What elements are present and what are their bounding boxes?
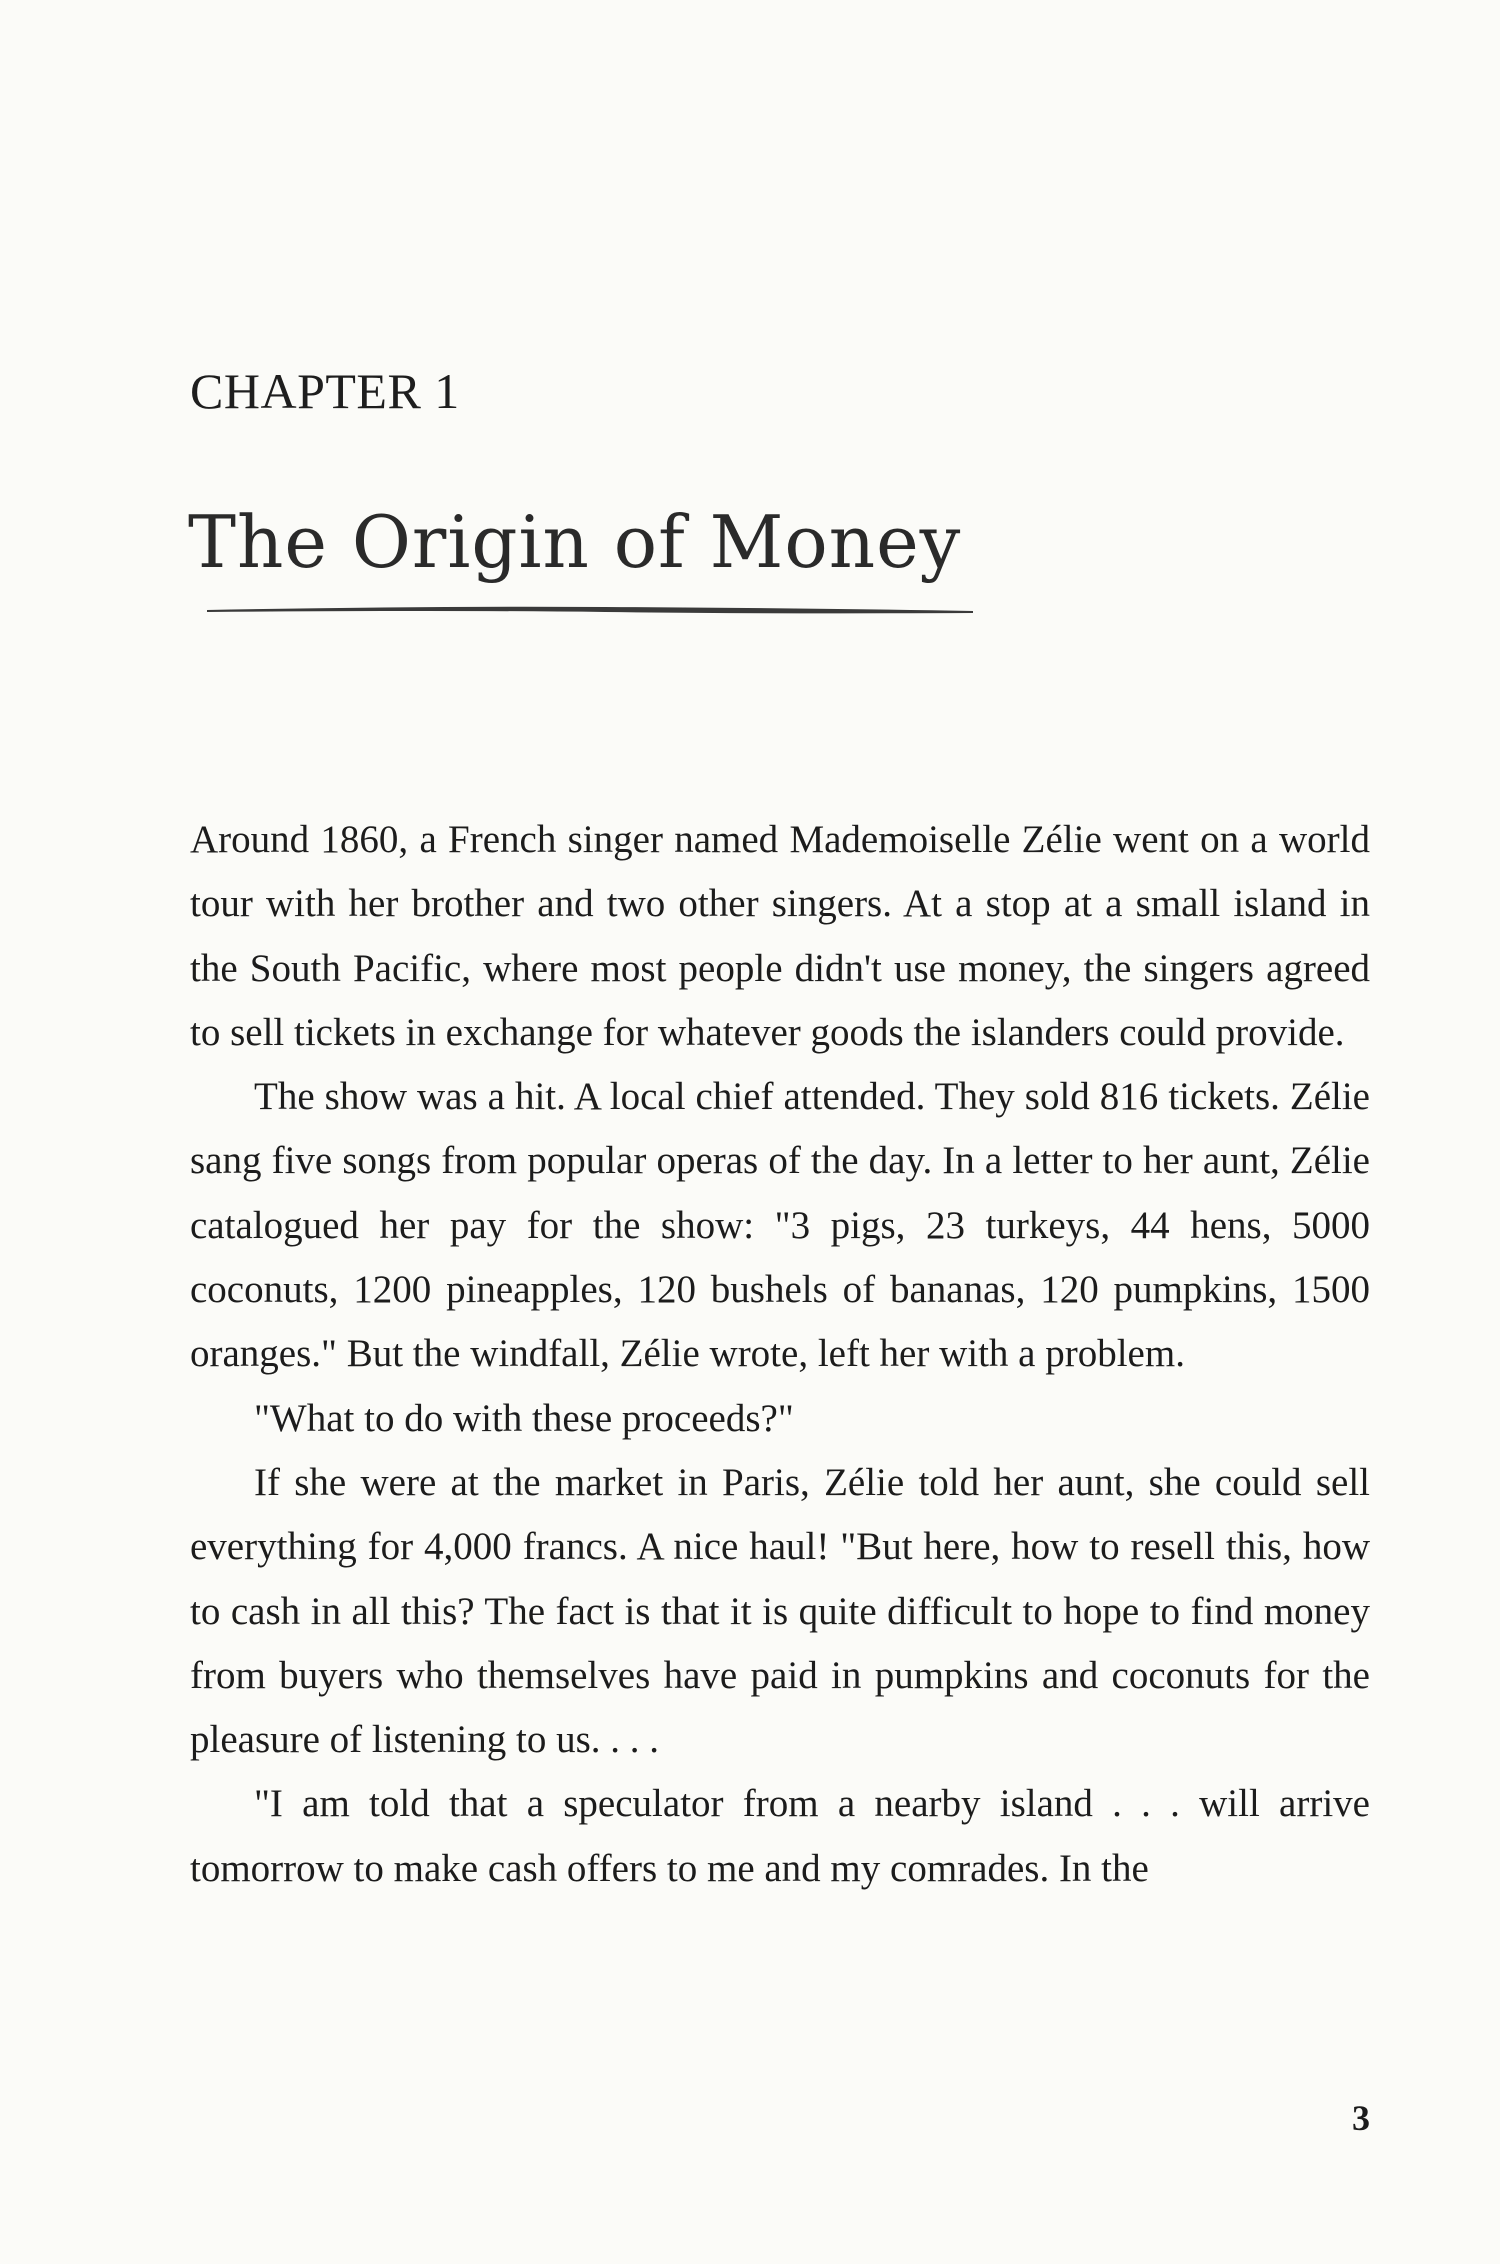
paragraph: "What to do with these proceeds?" [254,1396,794,1440]
paragraph: "I am told that a speculator from a nearby island . . . will arrive tomorrow to make cash offers to me and my comrades. In the [190,1782,1370,1890]
paragraph: The show was a hit. A local chief attended. They sold 816 tickets. Zélie sang five songs from popular operas of the day. In a letter to her aunt, Zélie catalogued her pay for the show: "3 pigs, 23 turkeys, 44 hens, 5000 coconuts, 1200 pineapples, 120 bushels of bananas, 120 pumpkins, 1500 oranges." But the windfall, Zélie wrote, left her with a problem. [190,1075,1370,1376]
page-number: 3 [1352,2098,1370,2138]
chapter-label: CHAPTER 1 [190,363,460,419]
paragraph: If she were at the market in Paris, Zélie told her aunt, she could sell everything for 4,000 francs. A nice haul! "But here, how to resell this, how to cash in all this? The fact is that it is quite difficult to hope to find money from buyers who themselves have paid in pumpkins and coconuts for the pleasure of listening to us. . . . [190,1460,1370,1762]
title-underline-rule [205,600,975,620]
paragraph: Around 1860, a French singer named Mademoiselle Zélie went on a world tour with her brother and two other singers. At a stop at a small island in the South Pacific, where most people didn't use money, the singers agreed to sell tickets in exchange for whatever goods the islanders could provide. [190,818,1370,1054]
body-text [190,808,1370,1901]
chapter-title: The Origin of Money [188,500,962,584]
